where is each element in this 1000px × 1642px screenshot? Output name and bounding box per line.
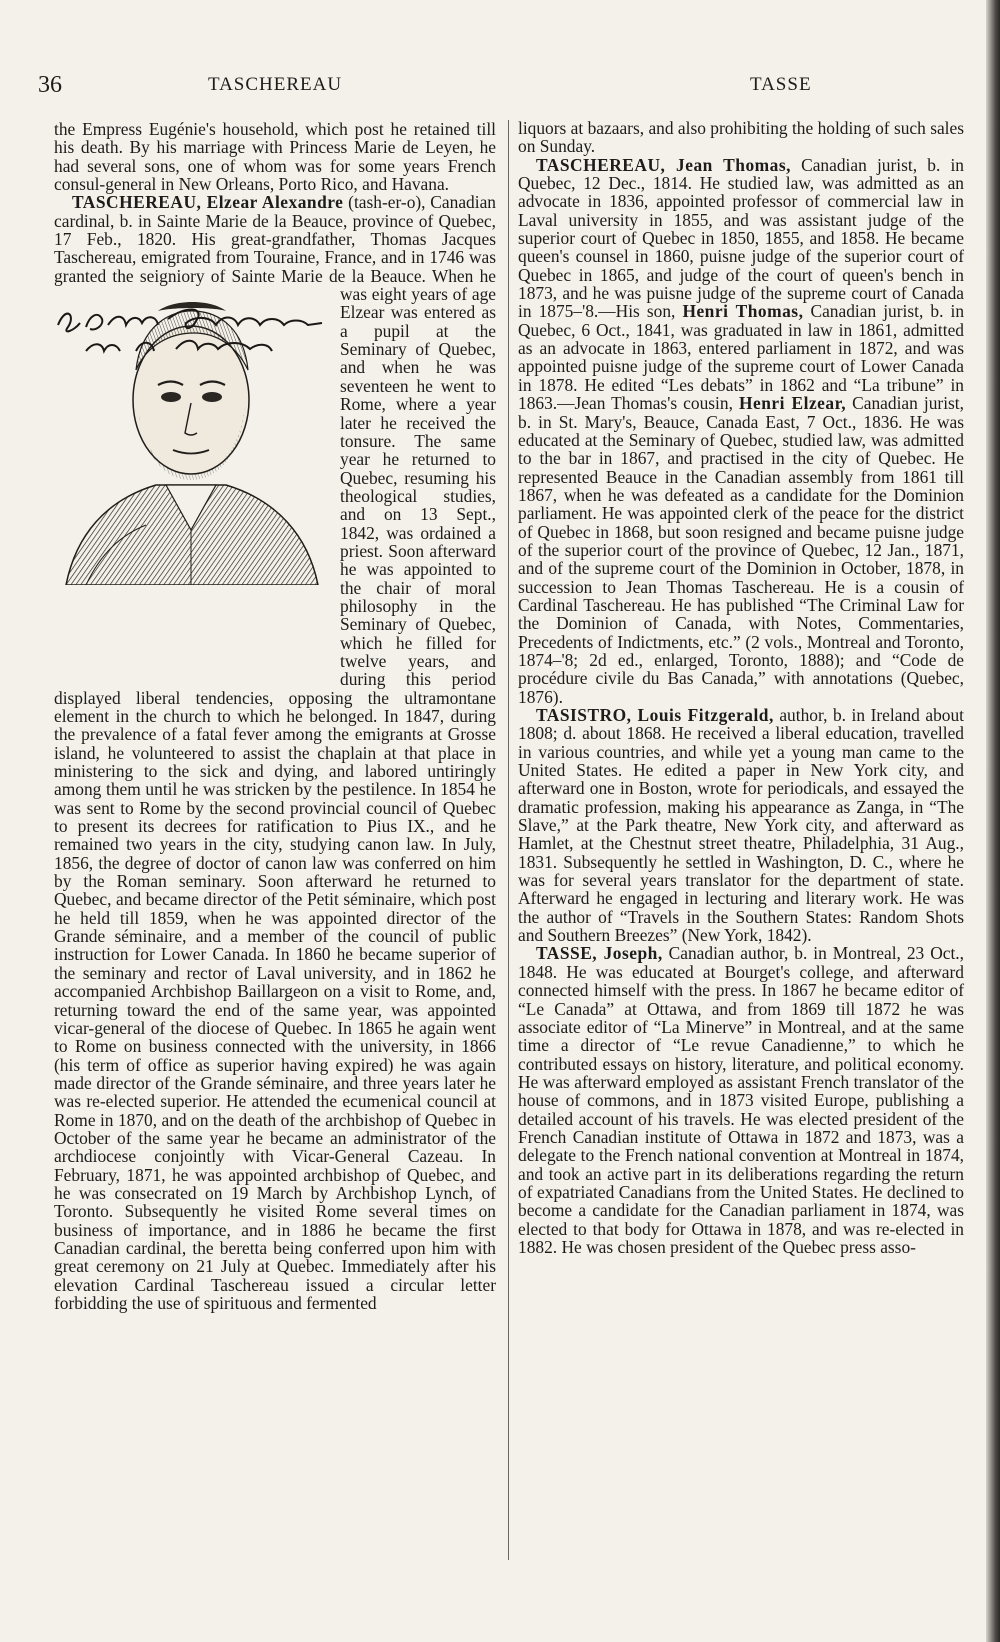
cardinal-portrait [46, 285, 334, 685]
running-head-right: TASSE [750, 74, 812, 95]
column-rule [508, 120, 509, 1560]
continued-paragraph: the Empress Eugénie's household, which post he retained till his death. By his marriage with Princess Marie de Leyen, he had several sons, one of whom was for some years French consul-general in New Orleans, Porto Rico, and Havana. [54, 119, 496, 195]
entry-tasistro [518, 706, 964, 944]
left-column [54, 120, 496, 1312]
entry-tasse [518, 944, 964, 1256]
entry-body: Canadian jurist, b. in Quebec, 12 Dec., 1814. He studied law, was admitted as an advocate in 1836, appointed professor of commercial law in Laval university in 1855, and was assistant judge of the superior court of Quebec in 1850, 1855, and 1858. He became queen's counsel in 1860, puisne judge of the superior court of Quebec in 1865, and judge of the court of queen's bench in 1873, and he was puisne judge of the supreme court of Canada in 1875–'8.—His son, [518, 154, 964, 322]
entry-body: Canadian jurist, b. in Quebec, 6 Oct., 1841, was graduated in law in 1861, admitted as an advocate in 1863, entered parliament in 1872, and was appointed puisne judge of the supreme court of Lower Canada in 1878. He edited “Les debats” in 1862 and “La tribune” in 1863.—Jean Thomas's cousin, [518, 301, 965, 414]
page-header [38, 72, 978, 104]
running-head-left: TASCHEREAU [208, 74, 343, 95]
entry-headword: TASISTRO, Louis Fitzgerald, [536, 705, 774, 725]
page-number: 36 [38, 72, 62, 98]
page-edge-shadow [986, 0, 1000, 1642]
entry-taschereau-elzear [54, 193, 496, 1312]
right-column [518, 119, 964, 1256]
entry-taschereau-jean [518, 156, 964, 706]
continued-paragraph: liquors at bazaars, and also prohibiting the holding of such sales on Sunday. [518, 118, 964, 157]
entry-body: Beauce. When he was eight years of age Elzear was entered as a pupil at the Seminary of Quebec, and when he was seventeen he went to Rome, where a year later he received the tonsure. The same year he returned to Quebec, resuming his theological studies, and on 13 Sept., 1842, was ordained a priest. Soon afterward he was appointed to the chair of moral philosophy in the Seminary of Quebec, which he filled for twelve years, and during this period displayed liberal tendencies, opposing the ultramontane element in the church to which he belonged. In 1847, during the prevalence of a fatal fever among the emigrants at Grosse island, he volunteered to assist the chaplain at that place in ministering to the sick and dying, and labored untiringly among them until he was stricken by the pestilence. In 1854 he was sent to Rome by the second provincial council of Quebec to present its decrees for ratification to Pius IX., and he remained two years in the city, studying canon law. In July, 1856, the degree of doctor of canon law was conferred on him by the Roman seminary. Soon afterward he returned to Quebec, and became director of the Petit séminaire, which post he held till 1859, when he was appointed director of the Grande séminaire, and a member of the council of public instruction for Lower Canada. In 1860 he became superior of the seminary and rector of Laval university, and in 1862 he accompanied Archbishop Baillargeon on a visit to Rome, and, returning toward the end of the same year, was appointed vicar-general of the diocese of Quebec. In 1865 he again went to Rome on business connected with the university, in 1866 (his term of office as superior having expired) he was again made director of the Grande séminaire, and three years later he was re-elected superior. He attended the ecumenical council at Rome in 1870, and on the death of the archbishop of Quebec in October of the same year he became an administrator of the archdiocese conjointly with Vicar-General Cazeau. In February, 1871, he was appointed archbishop of Quebec, and he was consecrated on 19 March by Archbishop Lynch, of Toronto. Subsequently he visited Rome several times on business of importance, and in 1886 he became the first Canadian cardinal, the beretta being conferred upon him with great ceremony on 21 July at Quebec. Immediately after his elevation Cardinal Taschereau issued a circular letter forbidding the use of spirituous and fermented [54, 265, 496, 1313]
entry-headword: TASSE, Joseph, [536, 943, 663, 964]
sub-headword: Henri Thomas, [682, 301, 804, 322]
entry-headword: TASCHEREAU, Jean Thomas, [536, 154, 791, 175]
entry-headword: TASCHEREAU, Elzear Alexandre [72, 192, 344, 213]
entry-body: Canadian jurist, b. in St. Mary's, Beauce, Canada East, 7 Oct., 1836. He was educated at the Seminary of Quebec, studied law, was admitted to the bar in 1867, and practised in the city of Quebec. He represented Beauce in the Canadian assembly from 1861 till 1867, when he was defeated as a candidate for the Dominion parliament. He was appointed clerk of the peace for the district of Quebec in 1868, but soon resigned and became puisne judge of the superior court of the province of Quebec, 12 Jan., 1871, and of the supreme court of the Dominion in October, 1878, in succession to Jean Thomas Taschereau. He is a cousin of Cardinal Taschereau. He has published “The Criminal Law for the Dominion of Canada, with Notes, Commentaries, Precedents of Indictments, etc.” (2 vols., Montreal and Toronto, 1874–'8; 2d ed., enlarged, Toronto, 1888); and “Code de procédure civile du Bas Canada,” with annotations (Quebec, 1876). [518, 393, 964, 707]
entry-body: (tash-er-o), Canadian cardinal, b. in Sainte Marie de la Beauce, province of Quebec, 17 Feb., 1820. His great-grandfather, Thomas Jacques Taschereau, emigrated from Touraine, France, and in 1746 was granted the seigniory of Sainte Marie de la [54, 192, 496, 286]
entry-body: Canadian author, b. in Montreal, 23 Oct., 1848. He was educated at Bourget's college, and afterward connected himself with the press. In 1867 he became editor of “Le Canada” at Ottawa, and from 1869 till 1872 he was associate editor of “La Minerve” in Montreal, and at the same time a director of “Le revue Canadienne,” to which he contributed essays on history, literature, and political economy. He was afterward employed as assistant French translator of the house of commons, and in 1873 visited Europe, publishing a detailed account of his travels. He was elected president of the French Canadian institute of Ottawa in 1872 and 1873, was a delegate to the French national convention at Montreal in 1874, and took an active part in its deliberations regarding the return of expatriated Canadians from the United States. He declined to become a candidate for the Canadian parliament in 1874, was elected to that body for Ottawa in 1878, and was re-elected in 1882. He was chosen president of the Quebec press asso- [518, 943, 964, 1257]
signature-image [46, 285, 334, 365]
entry-body: author, b. in Ireland about 1808; d. about 1868. He received a liberal education, travelled in various countries, and while yet a young man came to the United States. He edited a paper in New York city, and afterward one in Boston, wrote for periodicals, and essayed the dramatic profession, making his appearance as Zanga, in “The Slave,” at the Park theatre, New York city, and afterward as Hamlet, at the Chestnut street theatre, Philadelphia, 31 Aug., 1831. Subsequently he settled in Washington, D. C., where he was for several years translator for the department of state. Afterward he engaged in lecturing and literary work. He was the author of “Travels in the Southern States: Random Shots and Southern Breezes” (New York, 1842). [518, 705, 964, 946]
sub-headword: Henri Elzear, [739, 393, 847, 414]
